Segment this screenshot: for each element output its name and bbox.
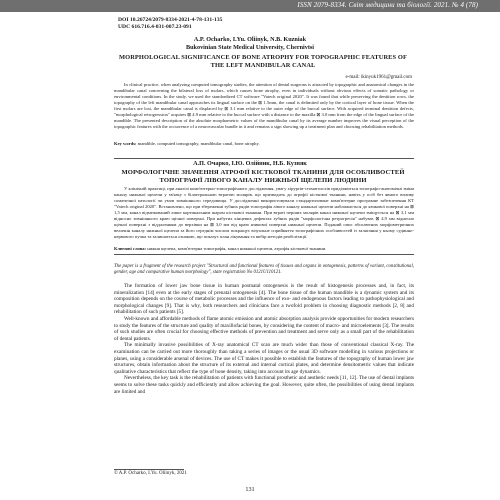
abstract-en — [114, 82, 414, 130]
article-body — [114, 283, 414, 395]
affiliation-en: Bukovinian State Medical University, Chernivtsi — [185, 43, 315, 51]
authors-block-en — [0, 36, 500, 51]
keywords-label-ua: Ключові слова: — [114, 246, 147, 251]
abstract-ua-text: У клінічній практиці, при аналізі комп'ютерно-томографічного дослідження, увагу хірургів-стоматологів приділяються топографо-анатомічні зміни каналу нижньої щелепи у зв'язку з білатеральною втратою молярів, що призводить до атрофії кісткової тканини, навіть у осіб без явного впливу соматичної патології чи умов зовнішнього середовища. У дослідженні використовували стандартизоване комп'ютерне програмне забезпечення КТ "Vatech original 2020". Встановлено, що при збереженні зубних рядів топографія лівого каналу нижньої щелепи наближається до язикової поверхні на ⊠ 1,5 мм, канал відмежований лише кортикальним шаром кісткової тканини. При втраті перших молярів канал нижньої щелепи зміщується на ⊠ 3,1 мм відносно зовнішнього краю щічної поверхні. При набутих кінцевих дефектах зубних рядів "морфологічна ретрогресія" набуває ⊠ 4,9 мм відносно щічної поверхні з віддаленням до верхівки на ⊠ 3,0 мм від краю язикової поверхні нижньої щелепи. Поданий опис абсолютних морфометричних величин каналу нижньої щелепи за його середнім числом покращує візуальне сприйняття топографічних особливостей із залягання у ньому судинно-нервового пучка та залишається ознакою, що показує план лікування та вибір методів реабілітації. — [114, 186, 414, 239]
copyright-notice: © A.P. Ocharko, I.Yu. Oliinyk, 2021 — [114, 471, 187, 476]
page-number: 131 — [245, 486, 255, 493]
abstract-ua — [114, 186, 414, 240]
journal-header: ISSN 2079-8334. Світ медицини та біології. 2021. № 4 (78) — [297, 1, 478, 9]
keywords-label-en: Key words: — [114, 141, 137, 146]
keywords-text-en: mandible, computed tomography, mandibular canal, bone atrophy. — [137, 141, 260, 146]
journal-header-bar — [0, 0, 500, 12]
divider-bottom — [114, 254, 414, 255]
body-paragraph: Well-known and affordable methods of flame atomic emission and atomic absorption analysis provide opportunities for modern researchers to study the features of the structure and quality of maxillofacial bones, by considering the content of macro- and microelements [3]. The results of such studies are often crucial for choosing effective methods of prevention and treatment and serve only as a small part of the rehabilitation of dental patients. — [114, 315, 414, 342]
authors-ua: А.П. Очарко, І.Ю. Олійник, Н.Б. Кузняк — [193, 160, 307, 167]
doi: DOI 10.26724/2079-8334-2021-4-78-131-135 — [118, 17, 223, 23]
body-paragraph: The formation of lower jaw bone tissue in human postnatal ontogenesis is the result of histogenesis processes and, in fact, its mineralization [14] even at the early stages of prenatal ontogenesis [4]. The bone tissue of the human mandible is a dynamic system and its composition depends on the course of metabolic processes and the influence of exo- and endogenous factors leading to pathophysiological and morphological changes [9]. That is why, both researchers and clinicians face a twofold problem in choosing diagnostic methods [2, 8] and rehabilitation of such patients [5]. — [114, 283, 414, 316]
divider-top — [114, 158, 414, 159]
article-title-en: MORPHOLOGICAL SIGNIFICANCE OF BONE ATROPHY FOR TOPOGRAPHIC FEATURES OF THE LEFT MANDIBULAR CANAL — [119, 54, 407, 69]
article-identifiers — [118, 17, 222, 31]
keywords-en — [114, 141, 414, 147]
udc: UDC 616.716.4-031-007.23-091 — [118, 24, 192, 31]
abstract-en-text: In clinical practice, when analyzing computed tomography studies, the attention of dental surgeons is attracted by topographic and anatomical changes in the mandibular canal concerning the bilateral loss of molars, which causes bone atrophy, even in individuals without obvious effects of somatic pathology or environmental conditions. In the study, we used the standardized CT software "Vatech original 2020". It was found that while preserving the dentition rows, the topography of the left mandibular canal approaches its lingual surface on the ⊠ 1.5mm, the canal is delimited only by the cortical layer of bone tissue. When the first molars are lost, the mandibular canal is displaced by ⊠ 3.1 mm relative to the outer edge of the buccal surface. With acquired terminal dentition defects, "morphological retrogression" acquires ⊠ 4.9 mm relative to the buccal surface with a distance to the maxilla ⊠ 3.0 mm from the edge of the lingual surface of the mandible. The presented description of the absolute morphometric values of the mandibular canal by its average number improves the visual perception of the topographic features with the occurrence of a neurovascular bundle in it and remains a sign showing up a treatment plan and choosing rehabilitation methods. — [114, 82, 414, 129]
authors-en: A.P. Ocharko, I.Yu. Oliinyk, N.B. Kuzniak — [193, 36, 307, 43]
keywords-text-ua: нижня щелепа, комп'ютерна томографія, канал нижньої щелепи, атрофія кісткової тканини. — [147, 246, 327, 251]
contact-email[interactable]: e-mail: ikinyuk1961@gmail.com — [345, 75, 412, 80]
article-title-ua: МОРФОЛОГІЧНЕ ЗНАЧЕННЯ АТРОФІЇ КІСТКОВОЇ ТКАНИНИ ДЛЯ ОСОБЛИВОСТЕЙ ТОПОГРАФІЇ ЛІВОГО КАНАЛУ НИЖНЬОЇ ЩЕЛЕПИ ЛЮДИНИ — [121, 169, 405, 184]
footnote-divider — [114, 469, 184, 470]
body-paragraph: Nevertheless, the key task is the rehabilitation of patients with functional prosthetic and aesthetic needs [11, 12]. The use of dental implants seems to solve these tasks quickly and efficiently and allow achieving the goal. However, quite often, the possibilities of using dental implants are limited and — [114, 375, 414, 395]
body-paragraph: The minimally invasive possibilities of X-ray anatomical CT scan are much wider than those of conventional classical X-ray. The examination can be carried out more thoroughly than taking a series of images or the usual 3D software modelling in various projections or planes, using a considerable arsenal of devices. The use of CT makes it possible to establish the features of the topography of human lower jaw structures, obtain information about the structure of its external and internal cortical plates, and determine densitometric values that indicate qualitative characteristics that reflect the type of bone density, taking into account its age dynamics. — [114, 342, 414, 375]
funding-note: The paper is a fragment of the research project "Structural and functional features of tissues and organs in ontogenesis, patterns of variant, constitutional, gender, age and comparative human morphology", state registration No 0121U110121. — [114, 264, 414, 275]
keywords-ua — [114, 246, 414, 252]
